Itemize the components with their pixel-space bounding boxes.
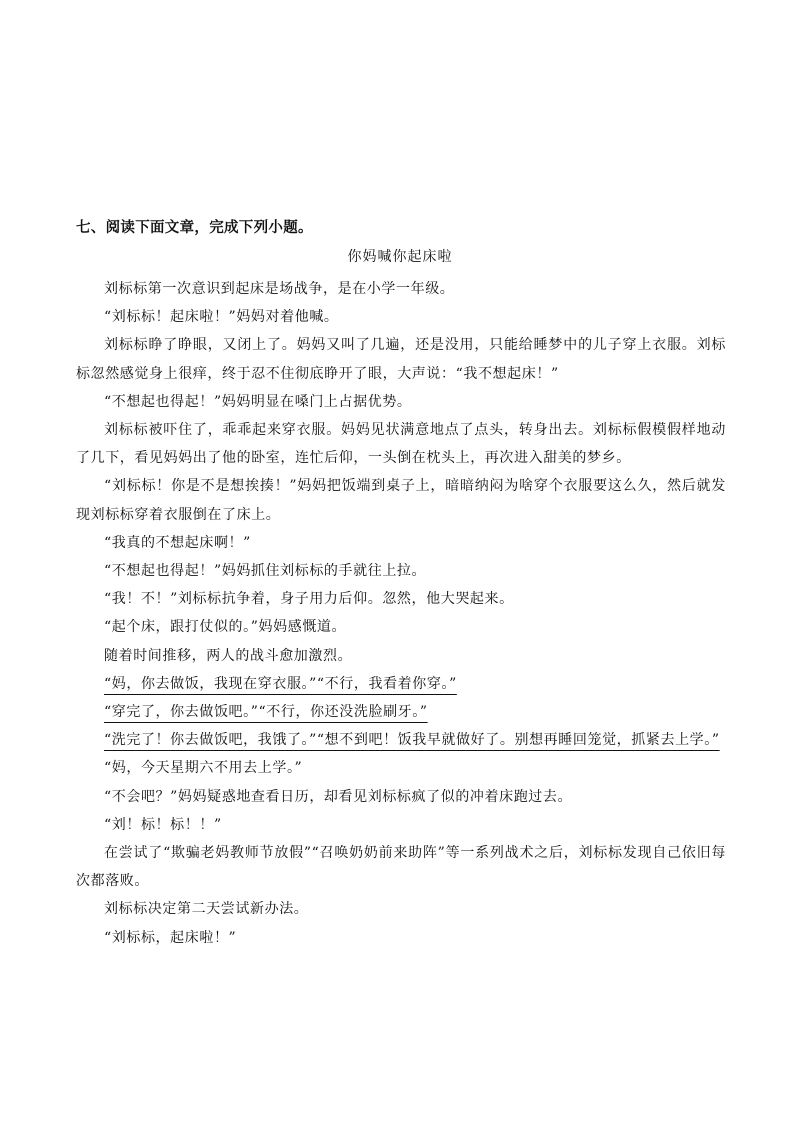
underlined-dialogue: “妈，你去做饭，我现在穿衣服。”“不行，我看着你穿。” [104, 675, 457, 692]
article-paragraph: “不想起也得起！”妈妈抓住刘标标的手就往上拉。 [104, 563, 427, 580]
article-paragraph: “不想起也得起！”妈妈明显在嗓门上占据优势。 [104, 393, 412, 410]
article-body [76, 275, 726, 952]
article-paragraph: “刘标标！起床啦！”妈妈对着他喊。 [104, 309, 339, 326]
article-paragraph: “刘标标！你是不是想挨揍！”妈妈把饭端到桌子上，暗暗纳闷为啥穿个衣服要这么久，然后就发现刘标标穿着衣服倒在了床上。 [76, 478, 726, 523]
article-paragraph: 刘标标第一次意识到起床是场战争，是在小学一年级。 [104, 281, 455, 297]
article-paragraph [76, 670, 726, 698]
article-paragraph: “起个床，跟打仗似的。”妈妈感慨道。 [104, 619, 347, 636]
section-heading: 七、阅读下面文章，完成下列小题。 [76, 220, 313, 236]
article-paragraph [76, 726, 726, 754]
article-paragraph: 刘标标被吓住了，乖乖起来穿衣服。妈妈见状满意地点了点头，转身出去。刘标标假模假样地动了几下，看见妈妈出了他的卧室，连忙后仰，一头倒在枕头上，再次进入甜美的梦乡。 [76, 422, 726, 467]
article-paragraph: “刘！标！标！！” [104, 816, 222, 833]
underlined-dialogue: “洗完了！你去做饭吧，我饿了。”“想不到吧！饭我早就做好了。别想再睡回笼觉，抓紧去上学。” [104, 732, 720, 749]
article-paragraph: “不会吧？”妈妈疑惑地查看日历，却看见刘标标疯了似的冲着床跑过去。 [104, 788, 573, 805]
article-title: 你妈喊你起床啦 [347, 249, 453, 265]
article-paragraph: 刘标标决定第二天尝试新办法。 [104, 901, 309, 918]
underlined-dialogue: “穿完了，你去做饭吧。”“不行，你还没洗脸刷牙。” [104, 704, 428, 721]
article-paragraph: “刘标标，起床啦！” [104, 929, 237, 946]
article-paragraph: “我！不！”刘标标抗争着，身子用力后仰。忽然，他大哭起来。 [104, 591, 514, 608]
article-paragraph: 随着时间推移，两人的战斗愈加激烈。 [104, 647, 353, 664]
article-paragraph: “妈，今天星期六不用去上学。” [104, 760, 303, 777]
article-paragraph: 刘标标睁了睁眼，又闭上了。妈妈又叫了几遍，还是没用，只能给睡梦中的儿子穿上衣服。刘标标忽然感觉身上很痒，终于忍不住彻底睁开了眼，大声说：“我不想起床！” [76, 337, 726, 382]
article-paragraph [76, 698, 726, 726]
article-paragraph: 在尝试了“欺骗老妈教师节放假”“召唤奶奶前来助阵”等一系列战术之后，刘标标发现自己依旧每次都落败。 [76, 845, 726, 890]
article-paragraph: “我真的不想起床啊！” [104, 534, 251, 551]
